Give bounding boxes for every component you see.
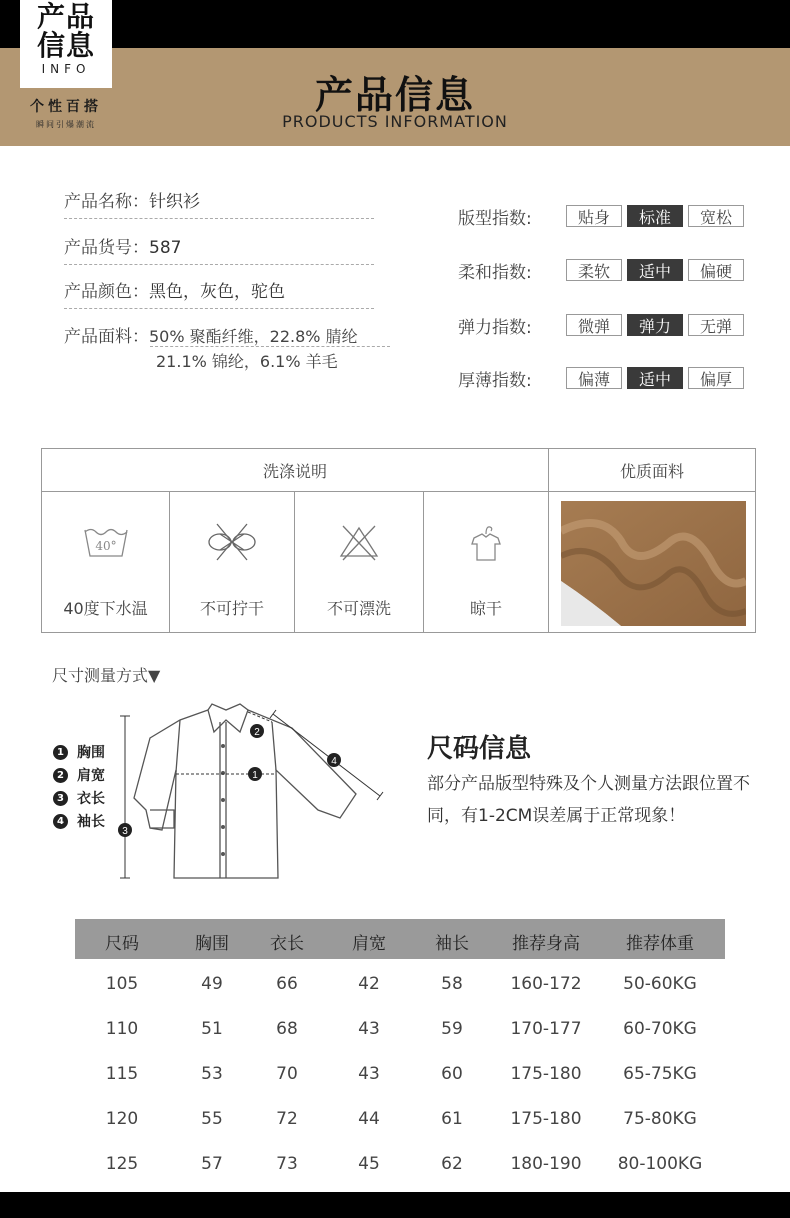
shirt-diagram bbox=[110, 698, 385, 883]
table-header-cell: 袖长 bbox=[435, 934, 469, 954]
table-cell: 175-180 bbox=[510, 1064, 582, 1084]
care-label: 不可拧干 bbox=[199, 599, 264, 618]
product-color bbox=[64, 277, 374, 309]
index-label: 弹力指数: bbox=[458, 317, 532, 338]
legend-item bbox=[53, 788, 105, 808]
table-header-cell: 推荐体重 bbox=[626, 934, 694, 954]
divider bbox=[150, 346, 390, 347]
legend-num: 3 bbox=[53, 791, 68, 806]
table-cell: 49 bbox=[201, 974, 223, 994]
hang-dry-icon bbox=[464, 522, 508, 566]
care-table bbox=[41, 448, 756, 633]
no-bleach-icon bbox=[337, 522, 381, 562]
legend-item bbox=[53, 765, 105, 785]
table-row bbox=[75, 970, 725, 1000]
table-cell: 51 bbox=[201, 1019, 223, 1039]
care-item-no-bleach bbox=[295, 492, 424, 632]
logo-info: INFO bbox=[41, 62, 91, 76]
index-row bbox=[458, 313, 749, 337]
table-cell: 59 bbox=[441, 1019, 463, 1039]
table-cell: 62 bbox=[441, 1154, 463, 1174]
measure-title: 尺寸测量方式▼ bbox=[52, 666, 161, 685]
wash-temp-text: 40° bbox=[94, 539, 117, 553]
wash-40-icon bbox=[81, 522, 131, 562]
no-wring-icon bbox=[205, 522, 259, 562]
table-row bbox=[75, 1015, 725, 1045]
table-cell: 110 bbox=[105, 1019, 139, 1039]
product-fabric-label: 产品面料： bbox=[64, 327, 149, 347]
legend-num: 2 bbox=[53, 768, 68, 783]
table-cell: 180-190 bbox=[510, 1154, 582, 1174]
index-option: 微弹 bbox=[566, 314, 622, 336]
index-label: 厚薄指数: bbox=[458, 370, 532, 391]
index-option: 弹力 bbox=[627, 314, 683, 336]
table-cell: 120 bbox=[105, 1109, 139, 1129]
table-cell: 50-60KG bbox=[623, 974, 697, 994]
table-cell: 160-172 bbox=[510, 974, 582, 994]
product-code bbox=[64, 233, 374, 265]
legend-label: 袖长 bbox=[77, 814, 105, 830]
legend-label: 胸围 bbox=[77, 745, 105, 761]
legend-num: 1 bbox=[53, 745, 68, 760]
legend-label: 肩宽 bbox=[77, 768, 105, 784]
care-label: 40度下水温 bbox=[63, 599, 148, 618]
table-cell: 58 bbox=[441, 974, 463, 994]
table-cell: 170-177 bbox=[510, 1019, 582, 1039]
index-row bbox=[458, 258, 749, 282]
svg-text:1: 1 bbox=[252, 770, 258, 781]
table-header-cell: 肩宽 bbox=[352, 934, 386, 954]
svg-text:2: 2 bbox=[254, 727, 260, 738]
table-cell: 42 bbox=[358, 974, 380, 994]
logo-line1: 产品 bbox=[36, 0, 95, 33]
size-table-header bbox=[75, 919, 725, 959]
index-option: 柔软 bbox=[566, 259, 622, 281]
table-cell: 45 bbox=[358, 1154, 380, 1174]
bottom-black-bar bbox=[0, 1192, 790, 1218]
legend-item bbox=[53, 811, 105, 831]
page-title: 产品信息 bbox=[314, 73, 475, 117]
table-cell: 80-100KG bbox=[617, 1154, 703, 1174]
legend-item bbox=[53, 742, 105, 762]
index-option: 适中 bbox=[627, 367, 683, 389]
index-row bbox=[458, 204, 749, 228]
index-option: 宽松 bbox=[688, 205, 744, 227]
product-name-value: 针织衫 bbox=[149, 192, 200, 212]
page-subtitle: PRODUCTS INFORMATION bbox=[282, 112, 508, 131]
table-cell: 60 bbox=[441, 1064, 463, 1084]
table-header-cell: 尺码 bbox=[105, 934, 139, 954]
table-header-cell: 推荐身高 bbox=[512, 934, 580, 954]
index-option: 适中 bbox=[627, 259, 683, 281]
index-option: 无弹 bbox=[688, 314, 744, 336]
slogan-main: 个性百搭 bbox=[30, 99, 102, 115]
table-cell: 115 bbox=[105, 1064, 139, 1084]
top-black-bar bbox=[0, 0, 790, 48]
svg-text:3: 3 bbox=[122, 826, 128, 837]
index-label: 版型指数: bbox=[458, 208, 532, 229]
table-cell: 60-70KG bbox=[623, 1019, 697, 1039]
marker-4-icon bbox=[327, 753, 341, 767]
fabric-header: 优质面料 bbox=[549, 449, 755, 492]
care-label: 不可漂洗 bbox=[326, 599, 391, 618]
logo-line2: 信息 bbox=[36, 29, 95, 62]
fabric-sample-image bbox=[561, 501, 746, 626]
table-cell: 70 bbox=[276, 1064, 298, 1084]
product-fabric bbox=[64, 322, 358, 347]
table-row bbox=[75, 1060, 725, 1090]
product-color-value: 黑色，灰色，驼色 bbox=[149, 282, 285, 302]
table-cell: 66 bbox=[276, 974, 298, 994]
care-item-no-wring bbox=[170, 492, 295, 632]
product-fabric-line2: 21.1% 锦纶，6.1% 羊毛 bbox=[156, 352, 338, 371]
index-option: 贴身 bbox=[566, 205, 622, 227]
marker-2-icon bbox=[250, 724, 264, 738]
index-option: 偏薄 bbox=[566, 367, 622, 389]
marker-3-icon bbox=[118, 823, 132, 837]
table-cell: 65-75KG bbox=[623, 1064, 697, 1084]
table-cell: 53 bbox=[201, 1064, 223, 1084]
product-name-label: 产品名称： bbox=[64, 192, 149, 212]
table-header-cell: 胸围 bbox=[195, 934, 229, 954]
table-cell: 43 bbox=[358, 1019, 380, 1039]
table-cell: 175-180 bbox=[510, 1109, 582, 1129]
product-fabric-line1: 50% 聚酯纤维，22.8% 腈纶 bbox=[149, 327, 358, 346]
index-option: 偏硬 bbox=[688, 259, 744, 281]
product-code-value: 587 bbox=[149, 238, 182, 258]
care-label: 晾干 bbox=[469, 599, 502, 618]
size-info-desc: 部分产品版型特殊及个人测量方法跟位置不同，有1-2CM误差属于正常现象！ bbox=[427, 774, 750, 826]
product-name bbox=[64, 187, 374, 219]
index-option: 标准 bbox=[627, 205, 683, 227]
index-label: 柔和指数: bbox=[458, 262, 532, 283]
table-cell: 73 bbox=[276, 1154, 298, 1174]
care-item-hang-dry bbox=[424, 492, 549, 632]
table-cell: 125 bbox=[105, 1154, 139, 1174]
index-row bbox=[458, 366, 749, 390]
size-info-title: 尺码信息 bbox=[427, 734, 532, 764]
care-item-wash40 bbox=[42, 492, 170, 632]
legend-num: 4 bbox=[53, 814, 68, 829]
product-color-label: 产品颜色： bbox=[64, 282, 149, 302]
slogan-sub: 瞬间引爆潮流 bbox=[36, 120, 96, 129]
table-cell: 57 bbox=[201, 1154, 223, 1174]
table-cell: 105 bbox=[105, 974, 139, 994]
table-cell: 68 bbox=[276, 1019, 298, 1039]
table-cell: 44 bbox=[358, 1109, 380, 1129]
product-code-label: 产品货号： bbox=[64, 238, 149, 258]
table-cell: 72 bbox=[276, 1109, 298, 1129]
table-header-cell: 衣长 bbox=[270, 934, 304, 954]
svg-text:4: 4 bbox=[331, 756, 337, 767]
marker-1-icon bbox=[248, 767, 262, 781]
table-cell: 61 bbox=[441, 1109, 463, 1129]
table-cell: 43 bbox=[358, 1064, 380, 1084]
table-cell: 55 bbox=[201, 1109, 223, 1129]
index-option: 偏厚 bbox=[688, 367, 744, 389]
table-row bbox=[75, 1150, 725, 1180]
wash-header: 洗涤说明 bbox=[42, 449, 549, 492]
table-cell: 75-80KG bbox=[623, 1109, 697, 1129]
legend-label: 衣长 bbox=[77, 791, 105, 807]
table-row bbox=[75, 1105, 725, 1135]
